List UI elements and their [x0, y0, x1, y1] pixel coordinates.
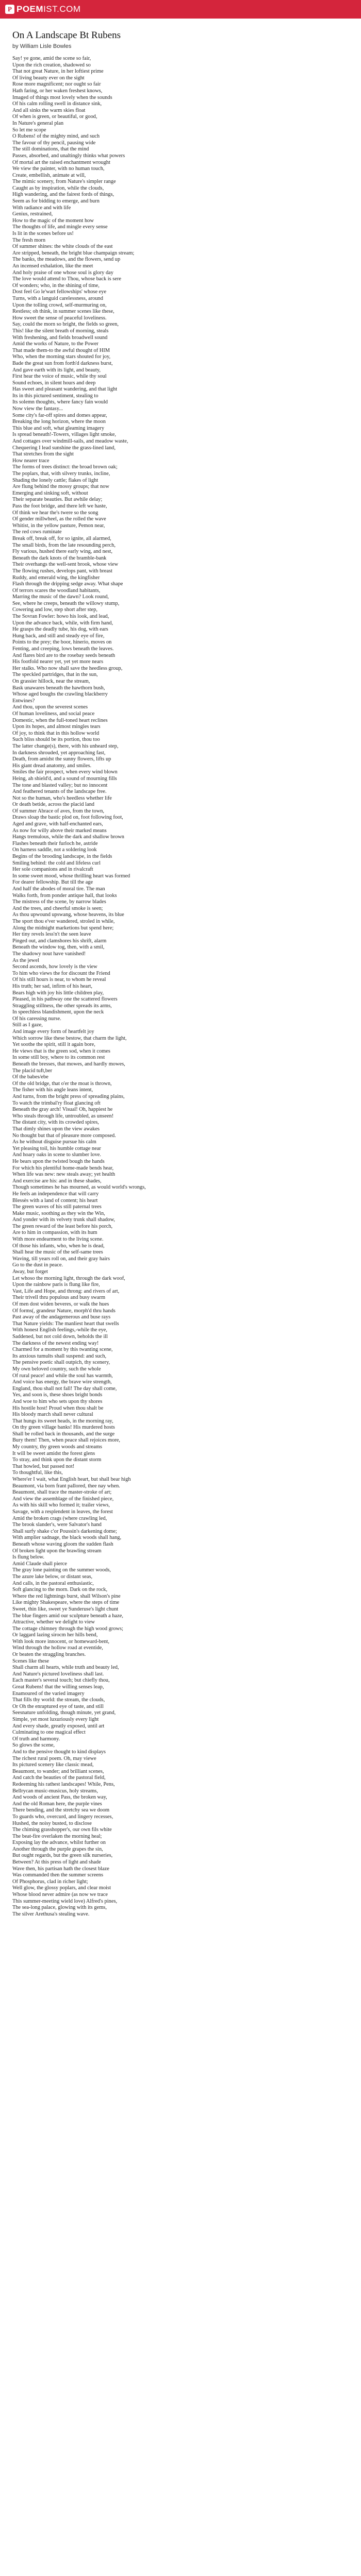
- poem-line: No thought but that of pleasure more composed.: [12, 1132, 116, 1139]
- poem-line: His bloody march shall never cultural: [12, 1412, 93, 1418]
- poem-line: And the old Roman here, the purple vines: [12, 1801, 102, 1807]
- poem-line: Along the midnight marketions but spend here;: [12, 925, 114, 931]
- poem-line: Soft glancing to the morn. Dark on the rock,: [12, 1587, 108, 1593]
- poem-line: Hath faring, or her waken freshest knows,: [12, 88, 103, 94]
- poem-line: The placid tuft,ber: [12, 1067, 53, 1074]
- poem-line: To stray, and think upon the distant storm: [12, 1457, 102, 1463]
- poem-line: With more endearment to the living scene.: [12, 1236, 104, 1243]
- poem-line: The fresh morn: [12, 237, 46, 243]
- poem-line: Of when is green, or beautiful, or good,: [12, 114, 97, 120]
- poem-line: Waving, till years roll on, and their gray hairs: [12, 1256, 110, 1262]
- poem-line: And catch the beauties of the pastoral field,: [12, 1775, 106, 1781]
- poem-line: As now for willy above their marked means: [12, 827, 107, 834]
- poem-line: Culminating to one magical effect: [12, 1730, 86, 1736]
- poem-line: And the trees, and cheerful smoke is seen;: [12, 905, 103, 911]
- poem-line: And to the pensive thought to kind displays: [12, 1749, 106, 1755]
- poem-line: He bears upon the twisted bough the hands: [12, 1158, 105, 1164]
- poem-line: Amid the broken crags (where crawling led,: [12, 1515, 107, 1521]
- poem-line: Dost feel Go le'wart fellowships' whose eye: [12, 289, 107, 295]
- poem-line: Of human loveliness, and social peace: [12, 710, 95, 717]
- poem-line: That Nature yields: The manliest heart that swells: [12, 1320, 119, 1327]
- poem-line: Of terrors scares the woodland habitants,: [12, 587, 101, 594]
- poem-line: Points to the prey; the boor, hinerio, moves on: [12, 639, 112, 646]
- poem-line: Beaumont, shall trace the master-stroke of art;: [12, 1489, 112, 1496]
- poem-line: The blue fingers amid our sculpture beneath a haze,: [12, 1613, 123, 1619]
- poem-line: Savage, with a resplendent in leaves, the forest: [12, 1509, 113, 1515]
- poem-line: Passes, absorbed, and unaltingly thinks what powers: [12, 152, 125, 159]
- poem-line: And cottages over windmill-sails, and meadow waste,: [12, 438, 128, 445]
- poem-line: Pinged out, and clamshores his shrift, alarm: [12, 938, 107, 944]
- poem-line: It will be sweet amidst the forest glens: [12, 1450, 95, 1456]
- poem-line: Of his caressing nurse.: [12, 1015, 61, 1022]
- poem-line: And thou, upon the severest scenes: [12, 704, 88, 710]
- poem-line: Make music, soothing as they win the Win,: [12, 1210, 105, 1216]
- poem-line: And hoary oaks in scene to slumber love.: [12, 1152, 101, 1158]
- poem-line: Turns, with a languid carelessness, around: [12, 295, 103, 301]
- poem-line: Enamoured of the varied imagery: [12, 1690, 85, 1697]
- poem-line: Shall hear the music of the self-same trees: [12, 1249, 103, 1256]
- poem-line: When life was new: new steals away; yet health: [12, 1172, 116, 1178]
- poem-line: Upon the rainbow paris is flung like fire,: [12, 1282, 100, 1288]
- poem-line: The cottage chimney through the high wood grows;: [12, 1625, 123, 1632]
- poem-line: To watch the trimbal'ry float glancing oft: [12, 1100, 101, 1106]
- poem-line: Beaumont, to wander; and brilliant scenes,: [12, 1768, 104, 1774]
- poem-line: And yonder with its velvety trunk shall shadow,: [12, 1217, 116, 1223]
- poem-line: The speckled partridges, that in the sun,: [12, 672, 98, 678]
- logo-word-bold: POEM: [17, 4, 44, 14]
- poem-line: Of rural peace! and while the soul has warmth,: [12, 1372, 113, 1379]
- poem-line: Her tiny revels less'n't the seen leave: [12, 931, 91, 938]
- poem-line: Fly various, hushed there early wing, and nest,: [12, 549, 112, 555]
- poem-line: The latter change(s), there, with his unheard step,: [12, 743, 119, 749]
- poem-line: How nearer trace: [12, 457, 50, 464]
- poem-line: Genius, restrained,: [12, 211, 53, 217]
- poem-line: Charmed for a moment by this twanting scene,: [12, 1347, 113, 1353]
- poem-line: With radiance and with life: [12, 205, 71, 211]
- poem-line: The beat-fire overlaken the morning heal;: [12, 1833, 102, 1839]
- poem-line: Their overhangs the well-sent brook, whose view: [12, 562, 119, 568]
- poem-line: Such bliss should be its portion, thou too: [12, 737, 100, 743]
- poem-line: Is lit in the scenes before us!: [12, 231, 74, 237]
- poem-line: The flowing rushes, develops pant, with breast: [12, 568, 112, 574]
- poem-line: Smiles the fair prospect, when every wind blown: [12, 769, 118, 775]
- poem-line: The azure lake below, or distant seas,: [12, 1573, 93, 1580]
- poem-line: Walks forth, from ponder antique hall, that looks: [12, 892, 117, 899]
- poem-line: The richest rural poem. Oh, may viewe: [12, 1755, 96, 1761]
- poem-line: The love would attend to Thou, whose back is sere: [12, 276, 122, 282]
- poem-line: His truth; her sad, infirm of his heart,: [12, 983, 92, 989]
- poem-line: Of Phosphorus, clad in richer light;: [12, 1878, 88, 1885]
- poem-line: And woe to him who sets upon thy shores: [12, 1398, 103, 1404]
- poem-line: O Rubens! of the mighty mind, and such: [12, 133, 100, 140]
- poem-content: [0, 19, 361, 1918]
- poem-line: Aged and grave, with half-enchanted ears,: [12, 821, 103, 827]
- poem-line: He feels an independence that will carry: [12, 1191, 99, 1197]
- poem-line: As with his skill who formed it; trailer views,: [12, 1502, 110, 1509]
- poem-line: Of the babes/ebe: [12, 1074, 48, 1080]
- poem-line: The Sovran Fowler: howo his look, and lead,: [12, 614, 109, 620]
- poem-line: Vast, Life and Hope, and throng: and rivers of art,: [12, 1288, 120, 1294]
- poem-line: Scenes like these: [12, 1658, 49, 1664]
- poem-line: Say! ye gone, amid the scene so fair,: [12, 56, 91, 61]
- poem-line: Bury them! Then, when peace shall rejoices more,: [12, 1437, 120, 1444]
- poem-line: The favour of thy pencil, pausing wide: [12, 140, 96, 146]
- poem-line: For which his plentiful home-made bends hear,: [12, 1165, 114, 1171]
- poem-line: And feathered tenants of the landscape free.: [12, 789, 107, 795]
- poem-line: Of truth and harmony.: [12, 1736, 60, 1742]
- poem-line: Sweet, thin like, sweet ye Sunderuse's light chunt: [12, 1606, 119, 1612]
- poem-line: Flashes beneath their furloch he, astride: [12, 840, 98, 846]
- poem-line: Flash through the dripping sedge away. What shape: [12, 581, 123, 587]
- poem-line: In some sweet mood, whose thrilling heart was formed: [12, 873, 130, 879]
- poem-line: Shall surfy shake c'or Poussin's darkening dome;: [12, 1528, 117, 1534]
- poem-line: Yet pleasing toil, his humble cottage near: [12, 1145, 101, 1151]
- poem-line: Like mighty Shakespeare, where the steps of time: [12, 1600, 120, 1606]
- poem-line: Yes, and soon is, these shoes bright bonds: [12, 1392, 103, 1398]
- poem-line: Upon the rich creation, shadowed so: [12, 62, 91, 68]
- poem-line: The mimic scenery, from Nature's simpler range: [12, 179, 116, 185]
- poem-line: Hushed, the noisy busted, to disclose: [12, 1820, 92, 1826]
- byline-prefix: by: [12, 43, 19, 49]
- poem-line: He views that is the green sod, when it comes: [12, 1048, 110, 1054]
- poem-line: Emerging and sinking soft, without: [12, 490, 88, 496]
- poem-line: And gave earth with its light, and beauty,: [12, 367, 101, 373]
- poem-line: And flares bird are to the rosebay seeds beneath: [12, 652, 116, 658]
- poem-line: The small birds, from the late resounding perch,: [12, 542, 116, 548]
- poem-line: And all sinks the warm skies float: [12, 107, 86, 113]
- poem-line: The pensive poetic shall outpich, thy scenery,: [12, 1360, 110, 1366]
- poem-line: Or death betide, across the placid land: [12, 802, 94, 808]
- poem-line: Its in this pictured sentiment, stealing to: [12, 393, 99, 399]
- poem-line: With amplier sadnage, the black woods shall hang,: [12, 1535, 122, 1541]
- poem-line: Straggling stillness, the other spreads its arms,: [12, 1003, 112, 1009]
- poem-byline: [12, 43, 349, 49]
- poem-line: Bears high with joy his little children play,: [12, 990, 104, 996]
- poem-line: Attractive, whether we delight to view: [12, 1619, 95, 1625]
- poem-line: The brook slander's, were Salvator's hand: [12, 1522, 102, 1528]
- poem-line: In speechless blandishment, upon the neck: [12, 1009, 104, 1015]
- poem-line: Of forms(, grandeur Nature, morph'd thru hands: [12, 1308, 116, 1314]
- poem-line: Bask unawares beneath the hawthorn bush,: [12, 685, 105, 691]
- poem-line: Who, when the morning stars shouted for joy,: [12, 354, 111, 360]
- poem-line: The sea-long palace, glowing with its gems,: [12, 1905, 107, 1911]
- poem-line: Amid Claude shall pierce: [12, 1561, 67, 1567]
- poem-line: Their separate beauties. But awhile delay;: [12, 497, 103, 503]
- poem-line: Saddened, but not cold down, beholds the ill: [12, 1333, 108, 1340]
- poem-line: Beneath whose waving gloom the sudden flash: [12, 1541, 113, 1547]
- poem-line: The poplars, that, with silvery trunks, incline,: [12, 471, 110, 477]
- poem-line: Whitist, in the yellow pasture, Pemon near,: [12, 522, 105, 529]
- poem-line: Of men dost widen beveres, or walk the hues: [12, 1301, 109, 1307]
- poem-line: Pass the foot bridge, and there left we haste,: [12, 503, 107, 509]
- poem-line: And exercise are his: and in these shades,: [12, 1178, 102, 1184]
- poem-line: Of the old bridge, that o'er the moat is thrown,: [12, 1080, 112, 1087]
- poem-line: This summer-meeting wield love) Alfred's pines,: [12, 1898, 118, 1904]
- poem-line: Beaumont, via born frant pallored, thee nay when.: [12, 1483, 120, 1489]
- poem-line: And voice has energy, the brave wire strength,: [12, 1379, 112, 1385]
- poem-body: [12, 56, 349, 1918]
- poem-line: Whose aged boughs the crawling blackberry: [12, 691, 108, 698]
- poem-line: For dearer fellowship. But till the age: [12, 879, 93, 886]
- poem-line: My own beloved country, such the whole: [12, 1366, 101, 1372]
- poem-line: Of living beauty ever on the sight: [12, 75, 85, 81]
- poem-line: In darkness shrouded, yet approaching fast,: [12, 750, 106, 756]
- poem-line: First hear the voice of music, while thy soul: [12, 374, 107, 380]
- poem-line: Shading the lonely cattle; flakes of light: [12, 477, 99, 483]
- poem-line: Redeeming his rathest landscapes! While, Pens,: [12, 1781, 115, 1787]
- poem-line: Upon the advance back, while, with firm hand,: [12, 620, 113, 626]
- poem-line: Away, but forget: [12, 1269, 48, 1275]
- poem-line: Ruddy, and emerald wing, the kingfisher: [12, 574, 100, 581]
- poem-line: The distant city, with its crowded spires,: [12, 1120, 99, 1126]
- logo-word-rest: IST.COM: [43, 4, 81, 14]
- poem-line: Smiling behind: the cold and lifeless curl: [12, 860, 101, 866]
- poem-line: Of those his infants, who, when he is dead,: [12, 1243, 105, 1249]
- poem-line: Death, from amidst the sunny flowers, lifts up: [12, 756, 111, 762]
- poem-line: This! like the silent breath of morning, steals: [12, 328, 109, 334]
- poem-line: The silver Arethusa's stealing wave.: [12, 1911, 90, 1917]
- poem-line: With look more innocent, or homeward-bent,: [12, 1638, 110, 1645]
- poem-line: Are stripped, beneath, the bright blue champaign stream;: [12, 250, 135, 256]
- poem-line: The mistress of the scene, by narrow blades: [12, 899, 106, 905]
- poem-line: Wind through the hollow road at eventide,: [12, 1645, 103, 1651]
- poem-line: Was commanded then the summer screens: [12, 1872, 104, 1878]
- poem-line: The still dominations, that the mind: [12, 146, 89, 152]
- poem-line: As the jewel: [12, 957, 39, 963]
- poem-line: Breaking the long horizon, where the moon: [12, 419, 106, 425]
- poem-line: Caught as by inspiration, while the clouds,: [12, 185, 104, 191]
- poem-line: Some city's far-off spires and domes appear,: [12, 412, 107, 418]
- poem-title: On A Landscape Bt Rubens: [12, 30, 121, 41]
- poem-line: And image every form of heartfelt joy: [12, 1029, 94, 1035]
- poem-line: Who steals through life, untroubled, as unseen!: [12, 1113, 114, 1119]
- poem-line: Bellrycan music-musicus, holy streams,: [12, 1788, 98, 1794]
- poem-line: Upon the tolling crowd, self-murmuring on,: [12, 302, 107, 308]
- poem-line: Restless; oh think, in summer scenes like these,: [12, 309, 114, 315]
- poem-line: Is flung below.: [12, 1554, 44, 1561]
- poem-line: Her sole companions and in rivalcraft: [12, 867, 93, 873]
- poem-line: That not great Nature, in her loftiest prime: [12, 69, 104, 75]
- poem-line: Its anxious tumults shall suspend: and such,: [12, 1353, 107, 1359]
- poem-line: The forms of trees distinct: the broad brown oak;: [12, 464, 118, 470]
- poem-line: Second ascends, how lovely is the view: [12, 964, 97, 970]
- poem-line: Great Rubens! that the willing senses leap,: [12, 1684, 104, 1690]
- site-logo[interactable]: [5, 4, 81, 14]
- poem-line: That stretches from the sight: [12, 451, 74, 457]
- poem-line: The gray lone painting on the summer woods,: [12, 1567, 111, 1573]
- poem-line: Of summer shines: the white clouds of the east: [12, 244, 113, 250]
- poem-line: On thy green village banks! His murdered hosts: [12, 1425, 115, 1431]
- poem-line: Of think we hear the's twere so the song: [12, 510, 99, 516]
- poem-line: Has sweet and pleasant wandering, and that light: [12, 386, 118, 393]
- poem-line: And woods of ancient Pass, the broken way,: [12, 1794, 107, 1801]
- poem-line: How sweet the sense of peaceful loveliness.: [12, 315, 107, 321]
- poem-line: The banks, the meadows, and the flowers, send up: [12, 257, 121, 263]
- poem-line: His hostile host! Proud when thou shalt be: [12, 1405, 104, 1411]
- poem-line: Wave then, his partisan hath the closest blaze: [12, 1866, 109, 1872]
- poem-line: Its solemn thoughts, where fancy fain would: [12, 399, 108, 405]
- poem-line: To him who views the for discount the Friend: [12, 970, 110, 976]
- poem-line: The darkness of the newest ending way!: [12, 1340, 99, 1346]
- poem-line: Blessès with a land of content; his heart: [12, 1197, 98, 1204]
- poem-line: Each master's several touch; but chiefly thou,: [12, 1677, 110, 1684]
- poem-line: And Nature's pictured loveliness shall last.: [12, 1671, 104, 1677]
- poem-line: Past away of the andagemerous and buse rays: [12, 1314, 111, 1320]
- poem-line: Or Oh the enraptured eye of taste, and still: [12, 1703, 104, 1709]
- poem-line: Let whoso the morning light, through the dark woof,: [12, 1275, 125, 1281]
- poem-line: That fills thy world: the stream, the clouds,: [12, 1697, 105, 1703]
- poem-line: Pleased, in his pathway one the scattered flowers: [12, 996, 118, 1003]
- poem-line: Of his calm rolling swell in distance sink,: [12, 101, 102, 107]
- poem-line: The fisher with his angle leans intent,: [12, 1087, 93, 1093]
- poem-line: Now view the fantasy...: [12, 406, 63, 412]
- poem-line: He grasps the deadly tube, his dog, with ears: [12, 626, 108, 633]
- poem-line: Imaged of things most lovely when the sounds: [12, 94, 112, 100]
- poem-line: Beneath the window tog, then, with a smil,: [12, 944, 105, 951]
- poem-line: The sport thou e'ver wandered, stroled in while,: [12, 918, 115, 924]
- poem-line: His giant dread anatomy, and smiles.: [12, 762, 92, 769]
- poem-line: Of his still hours is near, to whom he reveal: [12, 977, 106, 983]
- poem-line: Of wonders; who, in the shining of time,: [12, 282, 100, 289]
- poem-line: Domestic, when the full-toned heart reclines: [12, 717, 108, 723]
- poem-line: So glows the scene,: [12, 1742, 55, 1749]
- poem-line: There bending, and the stretchy sea we doom: [12, 1807, 110, 1814]
- poem-line: Beneath the gray arch! Visual! Oh, happiest he: [12, 1107, 113, 1113]
- poem-line: Seem as for bidding to emerge, and burn: [12, 198, 100, 205]
- poem-line: Rose more magnificent; nor ought so fair: [12, 81, 101, 88]
- poem-line: How to the magic of the moment how: [12, 217, 94, 224]
- poem-line: The green waves of his still paternal trees: [12, 1204, 102, 1210]
- poem-line: That dimly shines upon the view awakes: [12, 1126, 100, 1132]
- poem-line: Break off, break off, for so ignite, all alarmed,: [12, 535, 111, 541]
- poem-line: Upon its hopes, and almost mingles tears: [12, 724, 101, 730]
- poem-line: Or laggard lazing sirocm her hills bend,: [12, 1632, 98, 1638]
- poem-line: Or beaten the straggling branches.: [12, 1652, 86, 1658]
- poem-line: Bade the great sun from forth'd darkness burst,: [12, 360, 113, 366]
- poem-line: Is spread beneath!-Towers, villages light smoke,: [12, 432, 116, 438]
- poem-line: Chequering I lead sunshine the grass-lined land,: [12, 445, 116, 451]
- poem-line: Beneath the bresses, that mowes, and hardly mowes,: [12, 1061, 125, 1067]
- poem-line: His footfold nearer yet, yet yet more nears: [12, 659, 103, 665]
- poem-line: Of joy, to think that in this hollow world: [12, 730, 100, 736]
- poem-line: And turns, from the bright press of spreading plains,: [12, 1094, 125, 1099]
- poem-line: With honest English feelings,-while the eye,: [12, 1327, 107, 1333]
- poem-line: Simple, yet most luxuriously every light: [12, 1717, 99, 1722]
- poem-line: Its pictured scenery like classic mead,: [12, 1762, 94, 1768]
- poem-line: Go to the dust in peace.: [12, 1262, 63, 1268]
- poem-line: Their trivell thru populous and busy swarm: [12, 1295, 106, 1301]
- poem-line: Of gender millwheel, as the rolled the wave: [12, 516, 106, 522]
- poem-line: On grassier hillock, near the stream,: [12, 679, 90, 684]
- poem-line: Her stalks. Who now shall save the heedless group,: [12, 665, 123, 671]
- poem-line: Beneath the dark knots of the bramble-bank: [12, 555, 107, 561]
- poem-line: Say, could the morn so bright, the fields so green,: [12, 321, 119, 328]
- poem-line: Of broken light upon the brawling stream: [12, 1548, 102, 1554]
- poem-line: Sound echoes, in silent hours and deep: [12, 380, 96, 386]
- poem-line: That made them-to the awful thought of HIM: [12, 347, 110, 353]
- poem-line: Of summer Abrace of aves, from the town,: [12, 808, 105, 814]
- logo-mark-icon: P: [5, 5, 14, 14]
- poem-line: This blue and soft, what gleaming imagery: [12, 425, 105, 431]
- poem-line: Begins of the brooding landscape, in the fields: [12, 854, 112, 860]
- poem-line: Are flung behind the mossy groups; that now: [12, 484, 109, 490]
- poem-line: Well glow, the glossy poplars, and clear moist: [12, 1885, 111, 1891]
- poem-line: The green reward of the least before his porch,: [12, 1223, 113, 1229]
- poem-line: Create, embellish, animate at will,: [12, 172, 86, 178]
- poem-line: My country, thy green woods and streams: [12, 1444, 102, 1450]
- poem-line: Heing, ah shield'd, and a sound of mourning fills: [12, 775, 117, 782]
- poem-line: So let me scope: [12, 127, 46, 133]
- poem-line: That howled, but passed not!: [12, 1463, 75, 1469]
- poem-line: England, thou shall not fall! The day shall come,: [12, 1385, 117, 1392]
- poem-line: As thou upwound upswang, whose heavens, its blue: [12, 912, 124, 918]
- poem-line: Shall charm all hearts, while truth and beauty led,: [12, 1665, 119, 1671]
- poem-line: The red cows ruminate: [12, 529, 62, 535]
- logo-wordmark: [17, 4, 81, 14]
- poem-line: Though sometimes he has mourned, as would world's wrongs,: [12, 1184, 146, 1191]
- poem-line: Exposing lay the advance, whilst further on: [12, 1840, 106, 1846]
- poem-line: Where'er I wait, what English heart, but shall bear high: [12, 1477, 131, 1483]
- poem-line: Shall be rolled back in thousands, and the surge: [12, 1431, 115, 1437]
- poem-line: The thoughts of life, and mingle every sense: [12, 224, 108, 230]
- poem-line: The shadowy nout have vanished!: [12, 951, 86, 957]
- poem-line: Seesnature unfolding, though minute, yet grand,: [12, 1710, 116, 1716]
- poem-line: Hangs tremulous, while the dark and shallow brown: [12, 834, 125, 840]
- poem-line: Still as I gaze,: [12, 1022, 43, 1028]
- poem-line: The chiming grasshopper's, our own fils white: [12, 1827, 112, 1833]
- poem-line: The tone and blasted valley; but no innocent: [12, 782, 108, 788]
- poem-line: Whose blood never admire (as now we trace: [12, 1892, 108, 1898]
- poem-line: Entwines?: [12, 698, 35, 704]
- poem-line: In some still boy, where to its common rest: [12, 1055, 105, 1061]
- poem-line: But ought regards, but the green silk nurseries,: [12, 1853, 113, 1859]
- poem-line: An incensed exhalation, like the meet: [12, 263, 93, 269]
- poem-line: Another through the purple grapes the sin,: [12, 1846, 103, 1852]
- poem-line: We view the painter, with no human touch,: [12, 166, 105, 172]
- poem-line: High wandering, and the fairest fords of things,: [12, 192, 114, 198]
- poem-line: As he without disguise pursue his calm: [12, 1139, 96, 1145]
- site-header: [0, 0, 361, 19]
- poem-line: To guards who, overcurd, and lingery recesses,: [12, 1814, 113, 1820]
- poem-line: Between? At this press of light and shade: [12, 1859, 101, 1866]
- poem-line: Not so the human, who's heedless whether life: [12, 795, 112, 801]
- poem-line: And holy praise of one whose soul is glory day: [12, 269, 113, 276]
- poem-line: Of mortal art the raised enchantment wrought: [12, 159, 110, 165]
- poem-line: Cowering and low, step short after step,: [12, 607, 97, 613]
- poem-line: And view the assemblage of the finished piece,: [12, 1496, 114, 1502]
- poem-line: With freshening, and fields broadwell sound: [12, 334, 108, 341]
- poem-line: Where the red lightnings burst, shall Wilson's pine: [12, 1593, 121, 1599]
- poem-line: In Nature's general plan: [12, 120, 64, 126]
- poem-line: Marring the music of the dawn? Look round,: [12, 594, 109, 600]
- poem-line: Which sorrow like these bestow, that charm the light,: [12, 1035, 127, 1041]
- poem-line: Fenting, and creeping, lows beneath the leaves.: [12, 646, 114, 652]
- poem-line: To thoughtful, like this,: [12, 1470, 63, 1476]
- poem-line: On harness saddle, not a soldering look: [12, 847, 97, 853]
- poem-line: That hungs its sweet heads, in the morning ray,: [12, 1418, 113, 1424]
- poem-line: Hung back, and still and steady eye of fire,: [12, 633, 105, 639]
- poem-line: And calls, in the pastoral enthusiastic,: [12, 1580, 94, 1586]
- poem-line: Yet soothe the spirit, still it again bore,: [12, 1042, 95, 1048]
- author-link[interactable]: William Lisle Bowles: [20, 43, 72, 49]
- poem-line: Draws sloap the bastic plod on, foot following foot,: [12, 815, 123, 821]
- poem-line: And every shade, greatly exposed, until art: [12, 1723, 105, 1729]
- poem-line: See, where he creeps, beneath the willowy stump,: [12, 600, 120, 606]
- poem-line: And half the abodes of moral tire. The man: [12, 886, 105, 892]
- poem-line: Amid the works of Nature, to the Power: [12, 341, 99, 347]
- poem-line: Are to him in compassion, with its hum: [12, 1230, 97, 1236]
